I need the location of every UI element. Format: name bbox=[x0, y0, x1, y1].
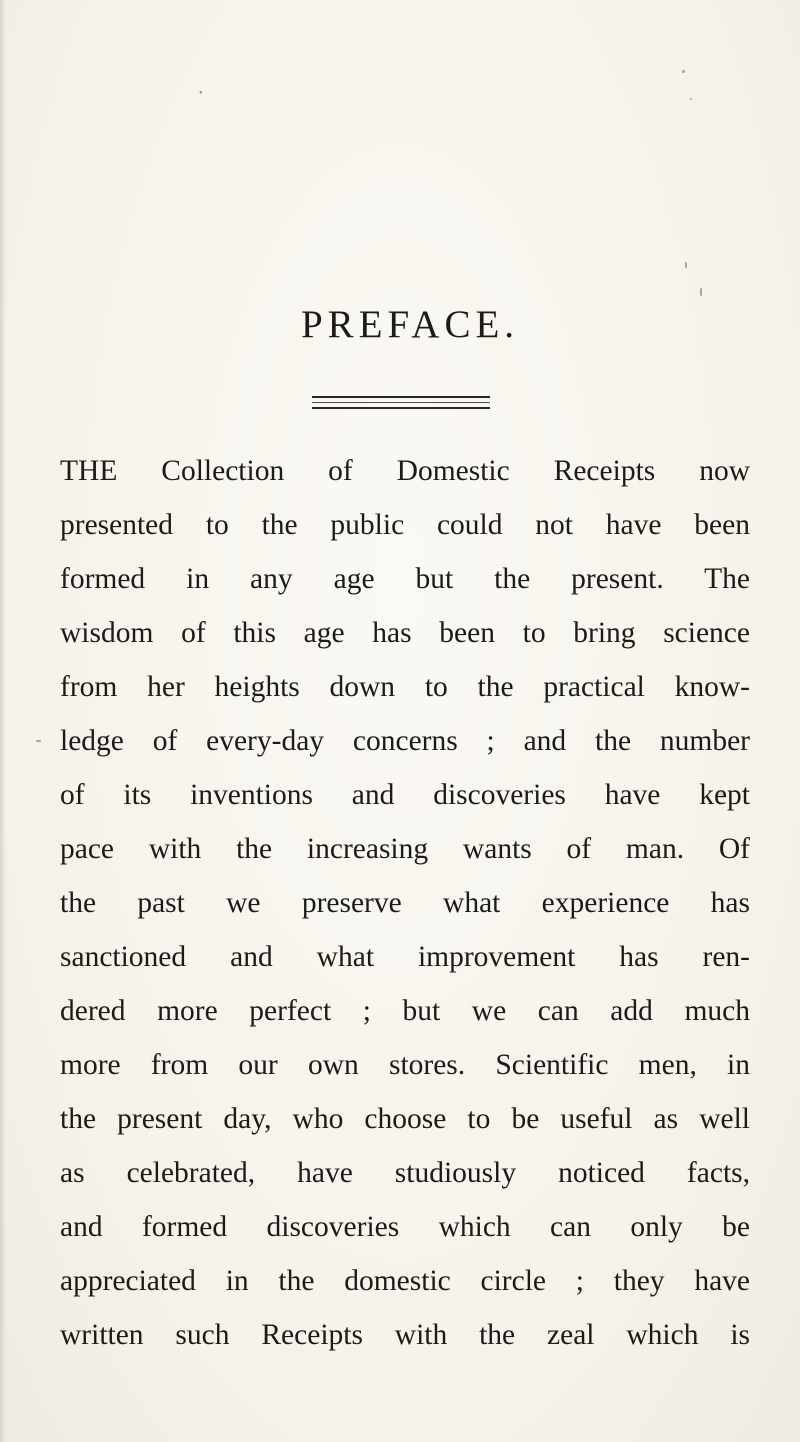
ink-speck bbox=[700, 288, 702, 296]
page-binding-edge bbox=[0, 0, 6, 1442]
ink-speck bbox=[690, 98, 692, 100]
text-line: wisdom of this age has been to bring science bbox=[60, 617, 750, 649]
text-line: ledge of every-day concerns ; and the number bbox=[60, 725, 750, 757]
heading-rule bbox=[312, 407, 490, 409]
preface-text bbox=[60, 444, 750, 1362]
text-line: appreciated in the domestic circle ; they have bbox=[60, 1265, 750, 1297]
corner-mark: · bbox=[198, 82, 203, 104]
heading-rule bbox=[312, 402, 490, 403]
ink-speck bbox=[36, 740, 41, 742]
text-line: as celebrated, have studiously noticed facts, bbox=[60, 1157, 750, 1189]
text-line: the present day, who choose to be useful as well bbox=[60, 1103, 750, 1135]
text-line: THE Collection of Domestic Receipts now bbox=[60, 455, 750, 487]
text-line: the past we preserve what experience has bbox=[60, 887, 750, 919]
ink-speck bbox=[682, 70, 685, 73]
heading-rule bbox=[312, 396, 490, 398]
text-line: formed in any age but the present. The bbox=[60, 563, 750, 595]
text-line: and formed discoveries which can only be bbox=[60, 1211, 750, 1243]
text-line: presented to the public could not have been bbox=[60, 509, 750, 541]
text-line: more from our own stores. Scientific men, in bbox=[60, 1049, 750, 1081]
page-heading: PREFACE. bbox=[300, 303, 520, 346]
text-line: dered more perfect ; but we can add much bbox=[60, 995, 750, 1027]
text-line: sanctioned and what improvement has ren- bbox=[60, 941, 750, 973]
text-line: pace with the increasing wants of man. Of bbox=[60, 833, 750, 865]
text-line: from her heights down to the practical know- bbox=[60, 671, 750, 703]
ink-speck bbox=[685, 262, 687, 268]
text-line: of its inventions and discoveries have kept bbox=[60, 779, 750, 811]
text-line: written such Receipts with the zeal which is bbox=[60, 1319, 750, 1351]
